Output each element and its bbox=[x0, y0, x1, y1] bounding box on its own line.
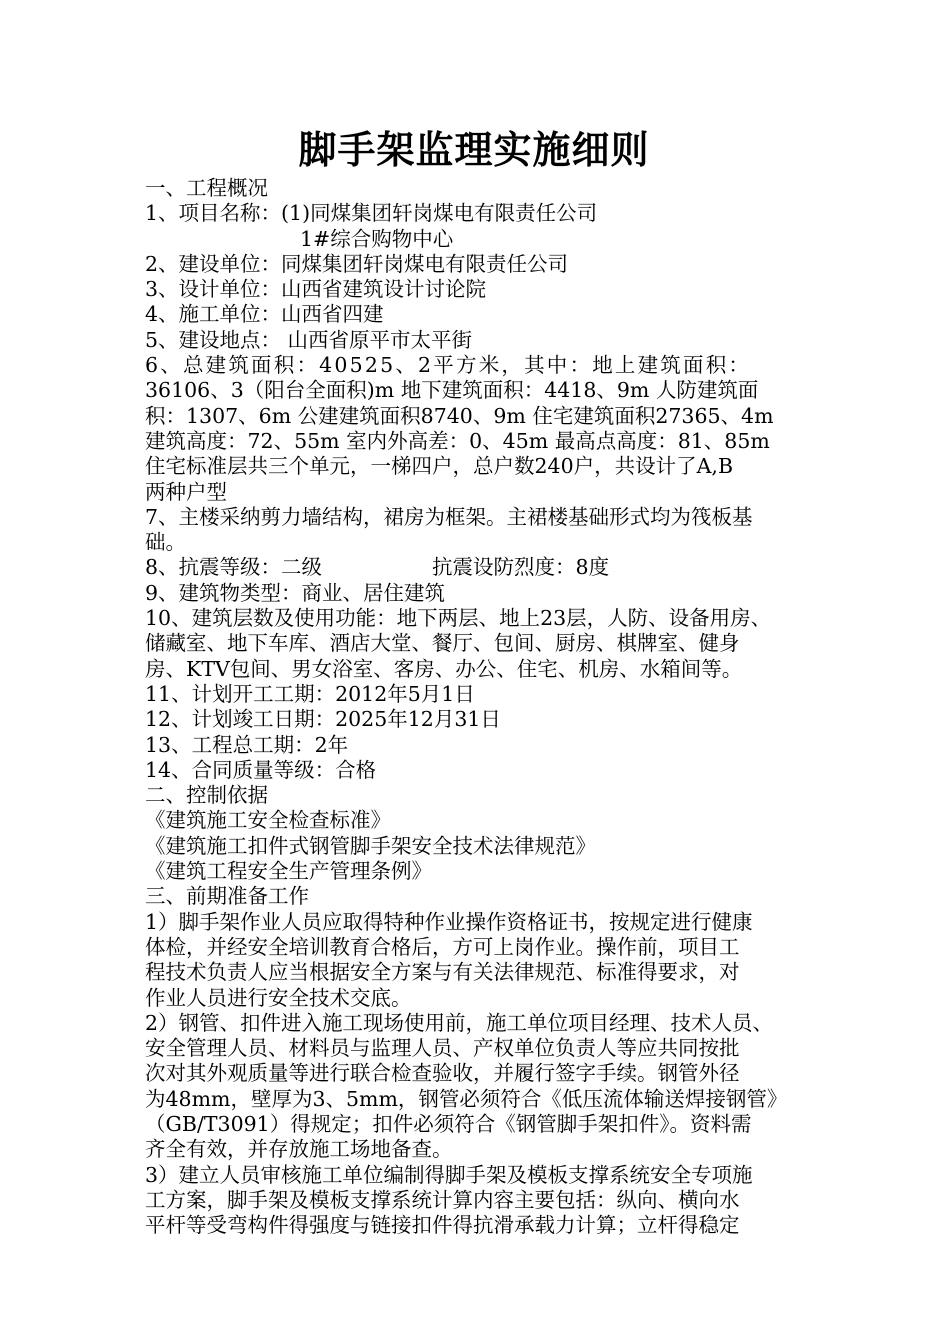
reference-item: 《建筑施工扣件式钢管脚手架安全技术法律规范》 bbox=[145, 833, 596, 858]
paragraph-line: 9、建筑物类型：商业、居住建筑 bbox=[145, 580, 446, 605]
paragraph-line: 4、施工单位：山西省四建 bbox=[145, 302, 384, 327]
paragraph-line: 两种户型 bbox=[145, 479, 227, 504]
paragraph-line: 1、项目名称：(1)同煤集团轩岗煤电有限责任公司 bbox=[145, 201, 598, 226]
document-title: 脚手架监理实施细则 bbox=[298, 128, 650, 172]
paragraph-line: 工方案，脚手架及模板支撑系统计算内容主要包括：纵向、横向水 bbox=[145, 1187, 740, 1212]
paragraph-line: 5、建设地点： 山西省原平市太平街 bbox=[145, 327, 473, 352]
section-heading: 一、工程概况 bbox=[145, 176, 268, 200]
paragraph-line bbox=[145, 555, 813, 580]
paragraph-line: 建筑高度：72、55m 室内外高差：0、45m 最高点高度：81、85m bbox=[145, 428, 770, 453]
section-heading: 三、前期准备工作 bbox=[145, 884, 309, 909]
paragraph-line: 1）脚手架作业人员应取得特种作业操作资格证书，按规定进行健康 bbox=[145, 909, 753, 934]
paragraph-line: 10、建筑层数及使用功能：地下两层、地上23层，人防、设备用房、 bbox=[145, 606, 772, 631]
paragraph-line: 36106、3（阳台全面积)m 地下建筑面积：4418、9m 人防建筑面 bbox=[145, 378, 759, 403]
paragraph-line: 7、主楼采纳剪力墙结构，裙房为框架。主裙楼基础形式均为筏板基 bbox=[145, 504, 753, 529]
paragraph-line: 积：1307、6m 公建建筑面积8740、9m 住宅建筑面积27365、4m bbox=[145, 403, 774, 428]
paragraph-line: 3、设计单位：山西省建筑设计讨论院 bbox=[145, 277, 487, 302]
paragraph-line: 次对其外观质量等进行联合检查验收，并履行签字手续。钢管外径 bbox=[145, 1061, 740, 1086]
paragraph-line: 安全管理人员、材料员与监理人员、产权单位负责人等应共同按批 bbox=[145, 1036, 740, 1061]
paragraph-line: 2）钢管、扣件进入施工现场使用前，施工单位项目经理、技术人员、 bbox=[145, 1010, 774, 1035]
seismic-intensity: 抗震设防烈度：8度 bbox=[432, 555, 610, 580]
paragraph-line: 1#综合购物中心 bbox=[300, 226, 454, 251]
paragraph-line: 3）建立人员审核施工单位编制得脚手架及模板支撑系统安全专项施 bbox=[145, 1162, 753, 1187]
paragraph-line: 体检，并经安全培训教育合格后，方可上岗作业。操作前，项目工 bbox=[145, 934, 740, 959]
paragraph-line: 作业人员进行安全技术交底。 bbox=[145, 985, 412, 1010]
reference-item: 《建筑施工安全检查标准》 bbox=[145, 808, 391, 833]
paragraph-line: 14、合同质量等级：合格 bbox=[145, 757, 377, 782]
paragraph-line: 程技术负责人应当根据安全方案与有关法律规范、标准得要求，对 bbox=[145, 960, 740, 985]
paragraph-line: 6、总建筑面积：40525、2平方米，其中：地上建筑面积： bbox=[145, 353, 752, 378]
paragraph-line: 11、计划开工工期：2012年5月1日 bbox=[145, 681, 475, 706]
paragraph-line: 储藏室、地下车库、酒店大堂、餐厅、包间、厨房、棋牌室、健身 bbox=[145, 631, 740, 656]
paragraph-line: 住宅标准层共三个单元，一梯四户，总户数240户，共设计了A,B bbox=[145, 454, 734, 479]
paragraph-line: 13、工程总工期：2年 bbox=[145, 732, 349, 757]
paragraph-line: 础。 bbox=[145, 530, 186, 555]
document-page bbox=[145, 124, 813, 1238]
paragraph-line: 为48mm，壁厚为3、5mm，钢管必须符合《低压流体输送焊接钢管》 bbox=[145, 1086, 788, 1111]
paragraph-line: 齐全有效，并存放施工场地备查。 bbox=[145, 1137, 453, 1162]
paragraph-line: （GB/T3091）得规定；扣件必须符合《钢管脚手架扣件》。资料需 bbox=[145, 1111, 752, 1136]
seismic-grade: 8、抗震等级：二级 bbox=[145, 555, 323, 580]
section-heading: 二、控制依据 bbox=[145, 783, 268, 808]
paragraph-line: 2、建设单位：同煤集团轩岗煤电有限责任公司 bbox=[145, 251, 569, 276]
paragraph-line: 平杆等受弯构件得强度与链接扣件得抗滑承载力计算；立杆得稳定 bbox=[145, 1213, 740, 1238]
reference-item: 《建筑工程安全生产管理条例》 bbox=[145, 859, 432, 884]
paragraph-line: 房、KTV包间、男女浴室、客房、办公、住宅、机房、水箱间等。 bbox=[145, 656, 743, 681]
paragraph-line: 12、计划竣工日期：2025年12月31日 bbox=[145, 707, 501, 732]
